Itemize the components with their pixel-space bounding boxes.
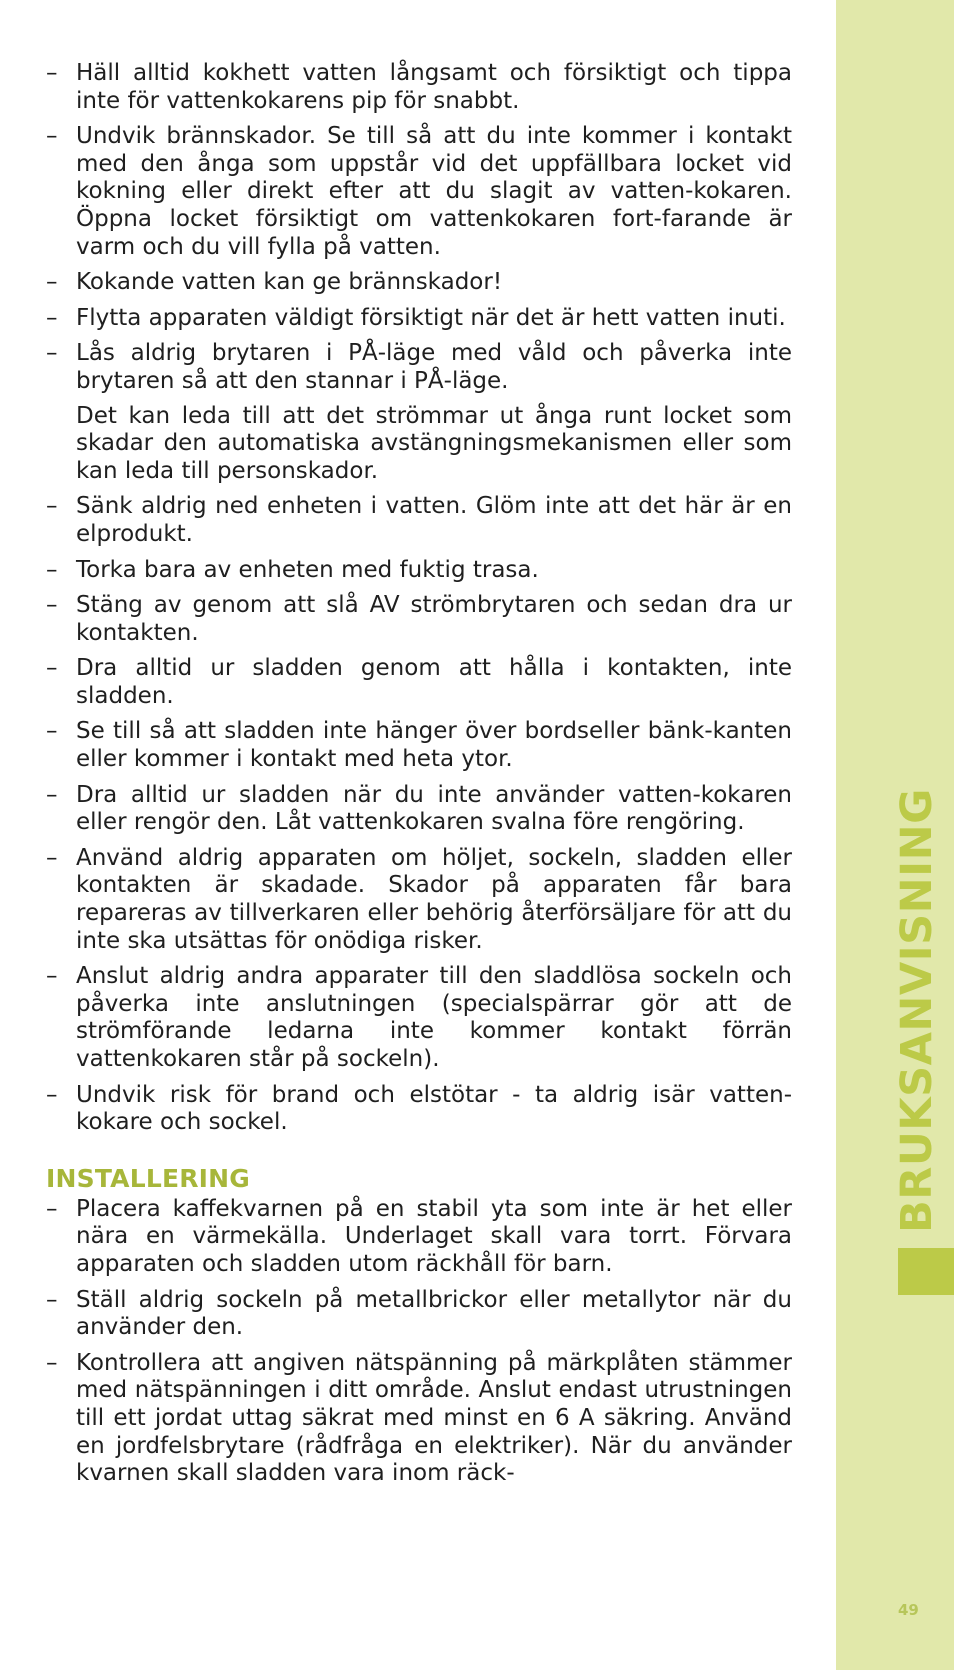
list-item: [46, 493, 792, 548]
list-item-text: Undvik risk för brand och elstötar - ta aldrig isär vatten-kokare och sockel.: [76, 1081, 792, 1136]
page-content: [46, 60, 792, 1496]
list-dash: –: [46, 592, 58, 619]
list-item: [46, 305, 792, 333]
list-item: [46, 60, 792, 115]
list-item-text: Anslut aldrig andra apparater till den sladdlösa sockeln och påverka inte anslutningen (specialspärrar gör att de strömförande ledarna inte kommer kontakt förrän vattenkokaren står på sockeln).: [76, 963, 792, 1072]
list-dash: –: [46, 1195, 58, 1222]
list-item: [46, 269, 792, 297]
list-item-text: Häll alltid kokhett vatten långsamt och försiktigt och tippa inte för vattenkokarens pip för snabbt.: [76, 60, 792, 114]
list-dash: –: [46, 963, 58, 990]
section-side-label: BRUKSANVISNING: [892, 788, 942, 1233]
list-item-text: Använd aldrig apparaten om höljet, sockeln, sladden eller kontakten är skadade. Skador på apparaten får bara repareras av tillverkaren eller behörig återförsäljare för att du inte ska utsättas för onödiga risker.: [76, 844, 792, 954]
list-dash: –: [46, 1286, 58, 1313]
list-item: [46, 845, 792, 955]
list-dash: –: [46, 718, 58, 745]
list-item: [46, 718, 792, 773]
list-dash: –: [46, 1349, 58, 1376]
section-heading-installation: INSTALLERING: [46, 1163, 251, 1193]
list-dash: –: [46, 493, 58, 520]
list-item-text: Ställ aldrig sockeln på metallbrickor eller metallytor när du använder den.: [76, 1286, 792, 1341]
list-item: [46, 655, 792, 710]
list-item-text: Kontrollera att angiven nätspänning på märkplåten stämmer med nätspänningen i ditt område. Anslut endast utrustningen till ett jordat uttag säkrat med minst en 6 A säkring. Använd en jordfelsbrytare (rådfråga en elektriker). När du använder kvarnen skall sladden vara inom räck-: [76, 1349, 792, 1487]
section-tab-marker: [898, 1248, 954, 1295]
list-dash: –: [46, 1081, 58, 1108]
list-item: [46, 963, 792, 1073]
list-item: [46, 340, 792, 395]
list-dash: –: [46, 844, 58, 871]
list-item-text: Dra alltid ur sladden genom att hålla i kontakten, inte sladden.: [76, 655, 792, 709]
list-item-text: Sänk aldrig ned enheten i vatten. Glöm inte att det här är en elprodukt.: [76, 493, 792, 547]
list-item-text: Torka bara av enheten med fuktig trasa.: [76, 556, 539, 583]
list-item: [46, 1196, 792, 1279]
continuation-paragraph: Det kan leda till att det strömmar ut ånga runt locket som skadar den automatiska avstängningsmekanismen eller som kan leda till personskador.: [76, 402, 792, 484]
list-dash: –: [46, 655, 58, 682]
list-dash: –: [46, 340, 58, 367]
list-item-text: Placera kaffekvarnen på en stabil yta som inte är het eller nära en värmekälla. Underlaget skall vara torrt. Förvara apparaten och sladden utom räckhåll för barn.: [76, 1195, 792, 1277]
list-dash: –: [46, 269, 58, 296]
page-number: 49: [898, 1601, 919, 1619]
list-item-text: Lås aldrig brytaren i PÅ-läge med våld och påverka inte brytaren så att den stannar i PÅ-läge.: [76, 340, 792, 394]
list-item-text: Dra alltid ur sladden när du inte använder vatten-kokaren eller rengör den. Låt vattenkokaren svalna före rengöring.: [76, 781, 792, 836]
list-dash: –: [46, 556, 58, 583]
list-item: [46, 123, 792, 261]
list-dash: –: [46, 123, 58, 150]
list-item: [46, 592, 792, 647]
list-item-text: Flytta apparaten väldigt försiktigt när det är hett vatten inuti.: [76, 304, 786, 331]
list-item-text: Kokande vatten kan ge brännskador!: [76, 269, 503, 296]
list-item: [46, 557, 792, 585]
list-dash: –: [46, 304, 58, 331]
list-item: [46, 782, 792, 837]
list-dash: –: [46, 60, 58, 86]
list-dash: –: [46, 781, 58, 808]
list-item-text: Stäng av genom att slå AV strömbrytaren och sedan dra ur kontakten.: [76, 592, 792, 646]
list-item-text: Undvik brännskador. Se till så att du inte kommer i kontakt med den ånga som uppstår vid det uppfällbara locket vid kokning eller direkt efter att du slagit av vatten-kokaren. Öppna locket försiktigt om vattenkokaren fort-farande är varm och du vill fylla på vatten.: [76, 123, 792, 260]
list-item-text: Se till så att sladden inte hänger över bordseller bänk-kanten eller kommer i kontakt med heta ytor.: [76, 718, 792, 773]
list-item: [46, 1350, 792, 1488]
list-item: [46, 1287, 792, 1342]
list-item: [46, 1082, 792, 1137]
